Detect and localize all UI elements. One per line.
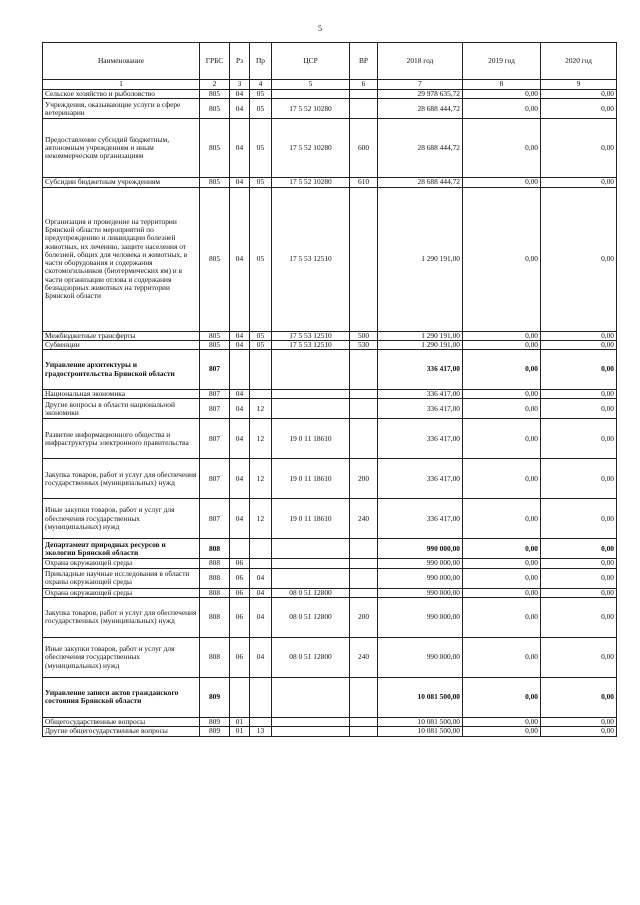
cell-name: Субвенции xyxy=(43,340,200,349)
cell-rz: 06 xyxy=(230,559,250,568)
cell-pr: 12 xyxy=(250,399,272,419)
header-rz: Рз xyxy=(230,43,250,80)
cell-pr: 05 xyxy=(250,331,272,340)
cell-name: Учреждения, оказывающие услуги в сфере ветеринарии xyxy=(43,99,200,119)
cell-pr: 12 xyxy=(250,419,272,459)
cell-pr: 05 xyxy=(250,178,272,187)
cell-csr xyxy=(272,350,350,390)
column-number-row xyxy=(43,80,617,90)
cell-2019: 0,00 xyxy=(463,727,541,736)
cell-2019: 0,00 xyxy=(463,99,541,119)
cell-vr xyxy=(350,539,378,559)
cell-pr: 04 xyxy=(250,568,272,588)
cell-2019: 0,00 xyxy=(463,419,541,459)
table-row xyxy=(43,119,617,178)
cell-vr: 500 xyxy=(350,331,378,340)
cell-csr xyxy=(272,677,350,717)
cell-rz: 04 xyxy=(230,419,250,459)
cell-grbs: 805 xyxy=(200,90,230,99)
cell-2020: 0,00 xyxy=(541,597,617,637)
cell-pr xyxy=(250,677,272,717)
table-row xyxy=(43,390,617,399)
cell-grbs: 805 xyxy=(200,340,230,349)
cell-csr: 19 0 11 18610 xyxy=(272,499,350,539)
cell-grbs: 807 xyxy=(200,499,230,539)
cell-2018: 336 417,00 xyxy=(378,390,463,399)
cell-2018: 10 081 500,00 xyxy=(378,727,463,736)
cell-vr xyxy=(350,588,378,597)
cell-rz: 04 xyxy=(230,399,250,419)
cell-pr: 05 xyxy=(250,187,272,331)
cell-2020: 0,00 xyxy=(541,637,617,677)
cell-name: Прикладные научные исследования в области охраны окружающей среды xyxy=(43,568,200,588)
cell-2019: 0,00 xyxy=(463,539,541,559)
cell-2019: 0,00 xyxy=(463,499,541,539)
cell-name: Межбюджетные трансферты xyxy=(43,331,200,340)
cell-2018: 336 417,00 xyxy=(378,419,463,459)
cell-pr xyxy=(250,539,272,559)
cell-2019: 0,00 xyxy=(463,187,541,331)
cell-csr: 17 5 53 12510 xyxy=(272,187,350,331)
cell-2020: 0,00 xyxy=(541,588,617,597)
cell-name: Другие вопросы в области национальной экономики xyxy=(43,399,200,419)
column-number: 1 xyxy=(43,80,200,90)
table-row xyxy=(43,331,617,340)
cell-csr: 17 5 52 10280 xyxy=(272,119,350,178)
table-row xyxy=(43,568,617,588)
cell-grbs: 809 xyxy=(200,727,230,736)
table-row xyxy=(43,419,617,459)
column-number: 4 xyxy=(250,80,272,90)
column-number: 5 xyxy=(272,80,350,90)
cell-2019: 0,00 xyxy=(463,340,541,349)
table-row xyxy=(43,677,617,717)
cell-2020: 0,00 xyxy=(541,499,617,539)
cell-csr xyxy=(272,727,350,736)
cell-2020: 0,00 xyxy=(541,677,617,717)
cell-vr xyxy=(350,350,378,390)
cell-2018: 10 081 500,00 xyxy=(378,717,463,726)
cell-pr: 04 xyxy=(250,637,272,677)
header-2018: 2018 год xyxy=(378,43,463,80)
table-row xyxy=(43,588,617,597)
column-number: 3 xyxy=(230,80,250,90)
cell-grbs: 807 xyxy=(200,350,230,390)
cell-grbs: 808 xyxy=(200,597,230,637)
cell-grbs: 805 xyxy=(200,178,230,187)
cell-csr: 08 0 51 12800 xyxy=(272,597,350,637)
cell-csr: 08 0 51 12800 xyxy=(272,588,350,597)
header-pr: Пр xyxy=(250,43,272,80)
cell-rz: 04 xyxy=(230,340,250,349)
cell-name: Общегосударственные вопросы xyxy=(43,717,200,726)
column-number: 2 xyxy=(200,80,230,90)
header-row xyxy=(43,43,617,80)
table-row xyxy=(43,727,617,736)
cell-vr: 240 xyxy=(350,499,378,539)
cell-rz: 04 xyxy=(230,390,250,399)
column-number: 8 xyxy=(463,80,541,90)
table-row xyxy=(43,99,617,119)
cell-csr: 17 5 52 10280 xyxy=(272,99,350,119)
cell-2018: 10 081 500,00 xyxy=(378,677,463,717)
cell-2018: 28 688 444,72 xyxy=(378,178,463,187)
cell-pr xyxy=(250,390,272,399)
cell-pr: 12 xyxy=(250,499,272,539)
cell-vr xyxy=(350,568,378,588)
cell-2019: 0,00 xyxy=(463,331,541,340)
cell-2020: 0,00 xyxy=(541,99,617,119)
cell-grbs: 805 xyxy=(200,331,230,340)
column-number: 7 xyxy=(378,80,463,90)
table-row xyxy=(43,597,617,637)
cell-rz xyxy=(230,539,250,559)
cell-2019: 0,00 xyxy=(463,390,541,399)
cell-name: Сельское хозяйство и рыболовство xyxy=(43,90,200,99)
cell-2019: 0,00 xyxy=(463,559,541,568)
cell-vr: 610 xyxy=(350,178,378,187)
cell-csr: 19 0 11 18610 xyxy=(272,459,350,499)
cell-2019: 0,00 xyxy=(463,597,541,637)
cell-name: Национальная экономика xyxy=(43,390,200,399)
cell-vr xyxy=(350,727,378,736)
cell-2020: 0,00 xyxy=(541,559,617,568)
cell-pr xyxy=(250,350,272,390)
cell-csr xyxy=(272,390,350,399)
header-vr: ВР xyxy=(350,43,378,80)
cell-vr xyxy=(350,399,378,419)
cell-2019: 0,00 xyxy=(463,90,541,99)
header-2019: 2019 год xyxy=(463,43,541,80)
cell-vr: 240 xyxy=(350,637,378,677)
cell-name: Иные закупки товаров, работ и услуг для обеспечения государственных (муниципальных) нужд xyxy=(43,499,200,539)
cell-grbs: 805 xyxy=(200,99,230,119)
cell-2018: 336 417,00 xyxy=(378,350,463,390)
cell-2018: 990 000,00 xyxy=(378,568,463,588)
cell-csr: 08 0 51 12800 xyxy=(272,637,350,677)
table-body xyxy=(43,90,617,737)
cell-name: Управление архитектуры и градостроительства Брянской области xyxy=(43,350,200,390)
cell-name: Закупка товаров, работ и услуг для обеспечения государственных (муниципальных) нужд xyxy=(43,459,200,499)
cell-csr xyxy=(272,568,350,588)
cell-csr xyxy=(272,559,350,568)
cell-2020: 0,00 xyxy=(541,331,617,340)
cell-csr: 17 5 53 12510 xyxy=(272,340,350,349)
cell-grbs: 809 xyxy=(200,717,230,726)
table-row xyxy=(43,459,617,499)
cell-csr: 17 5 53 12510 xyxy=(272,331,350,340)
cell-2020: 0,00 xyxy=(541,717,617,726)
table-row xyxy=(43,539,617,559)
cell-name: Другие общегосударственные вопросы xyxy=(43,727,200,736)
cell-2019: 0,00 xyxy=(463,588,541,597)
cell-csr xyxy=(272,399,350,419)
cell-2018: 1 290 191,00 xyxy=(378,340,463,349)
cell-pr: 05 xyxy=(250,119,272,178)
cell-rz: 01 xyxy=(230,717,250,726)
cell-rz: 04 xyxy=(230,459,250,499)
page-number: 5 xyxy=(318,24,322,33)
cell-pr xyxy=(250,559,272,568)
cell-name: Охрана окружающей среды xyxy=(43,559,200,568)
cell-grbs: 808 xyxy=(200,559,230,568)
cell-vr: 200 xyxy=(350,459,378,499)
cell-pr: 05 xyxy=(250,340,272,349)
cell-name: Субсидии бюджетным учреждениям xyxy=(43,178,200,187)
cell-name: Охрана окружающей среды xyxy=(43,588,200,597)
cell-2020: 0,00 xyxy=(541,187,617,331)
cell-rz: 04 xyxy=(230,178,250,187)
cell-grbs: 808 xyxy=(200,588,230,597)
cell-vr xyxy=(350,390,378,399)
header-name: Наименование xyxy=(43,43,200,80)
cell-2018: 1 290 191,00 xyxy=(378,331,463,340)
cell-grbs: 808 xyxy=(200,637,230,677)
cell-vr: 200 xyxy=(350,597,378,637)
cell-vr: 600 xyxy=(350,119,378,178)
cell-grbs: 807 xyxy=(200,419,230,459)
header-csr: ЦСР xyxy=(272,43,350,80)
cell-2019: 0,00 xyxy=(463,178,541,187)
cell-pr: 13 xyxy=(250,727,272,736)
cell-rz: 04 xyxy=(230,119,250,178)
table-row xyxy=(43,178,617,187)
cell-rz: 04 xyxy=(230,499,250,539)
cell-2018: 990 000,00 xyxy=(378,588,463,597)
cell-name: Организация и проведение на территории Брянской области мероприятий по предупреждению и ликвидации болезней животных, их лечению, защите населения от болезней, общих для человека и животных, в части оборудования и содержания скотомогильников (биотермических ям) и в части организации отлова и содержания безнадзорных животных на территории Брянской области xyxy=(43,187,200,331)
cell-grbs: 808 xyxy=(200,568,230,588)
table-row xyxy=(43,559,617,568)
cell-name: Закупка товаров, работ и услуг для обеспечения государственных (муниципальных) нужд xyxy=(43,597,200,637)
cell-2019: 0,00 xyxy=(463,459,541,499)
table-row xyxy=(43,637,617,677)
cell-rz: 01 xyxy=(230,727,250,736)
cell-rz: 04 xyxy=(230,331,250,340)
cell-2020: 0,00 xyxy=(541,90,617,99)
cell-2020: 0,00 xyxy=(541,727,617,736)
cell-name: Иные закупки товаров, работ и услуг для обеспечения государственных (муниципальных) нужд xyxy=(43,637,200,677)
cell-2018: 990 000,00 xyxy=(378,539,463,559)
table-header xyxy=(43,43,617,90)
table-row xyxy=(43,90,617,99)
cell-csr: 19 0 11 18610 xyxy=(272,419,350,459)
cell-vr xyxy=(350,90,378,99)
cell-grbs: 807 xyxy=(200,390,230,399)
header-grbs: ГРБС xyxy=(200,43,230,80)
header-2020: 2020 год xyxy=(541,43,617,80)
table-row xyxy=(43,350,617,390)
cell-2018: 1 290 191,00 xyxy=(378,187,463,331)
cell-csr xyxy=(272,90,350,99)
table-row xyxy=(43,717,617,726)
column-number: 9 xyxy=(541,80,617,90)
cell-2018: 28 688 444,72 xyxy=(378,99,463,119)
cell-rz: 04 xyxy=(230,90,250,99)
cell-2018: 990 000,00 xyxy=(378,597,463,637)
cell-vr: 530 xyxy=(350,340,378,349)
cell-2020: 0,00 xyxy=(541,399,617,419)
table-row xyxy=(43,499,617,539)
cell-rz xyxy=(230,677,250,717)
cell-2019: 0,00 xyxy=(463,677,541,717)
cell-rz: 06 xyxy=(230,597,250,637)
cell-2020: 0,00 xyxy=(541,568,617,588)
cell-rz: 04 xyxy=(230,187,250,331)
cell-2020: 0,00 xyxy=(541,390,617,399)
cell-name: Управление записи актов гражданского состояния Брянской области xyxy=(43,677,200,717)
cell-2020: 0,00 xyxy=(541,350,617,390)
cell-csr xyxy=(272,717,350,726)
cell-pr: 04 xyxy=(250,597,272,637)
table-row xyxy=(43,187,617,331)
cell-2020: 0,00 xyxy=(541,178,617,187)
cell-name: Развитие информационного общества и инфраструктуры электронного правительства xyxy=(43,419,200,459)
cell-csr xyxy=(272,539,350,559)
cell-vr xyxy=(350,99,378,119)
table-row xyxy=(43,340,617,349)
cell-pr: 12 xyxy=(250,459,272,499)
cell-2019: 0,00 xyxy=(463,350,541,390)
cell-2018: 29 978 635,72 xyxy=(378,90,463,99)
cell-2019: 0,00 xyxy=(463,119,541,178)
cell-2019: 0,00 xyxy=(463,568,541,588)
cell-rz: 06 xyxy=(230,637,250,677)
budget-table xyxy=(42,42,617,737)
cell-pr: 05 xyxy=(250,99,272,119)
cell-2019: 0,00 xyxy=(463,399,541,419)
cell-grbs: 809 xyxy=(200,677,230,717)
cell-2018: 990 000,00 xyxy=(378,637,463,677)
cell-vr xyxy=(350,559,378,568)
cell-rz xyxy=(230,350,250,390)
cell-2018: 990 000,00 xyxy=(378,559,463,568)
cell-2020: 0,00 xyxy=(541,539,617,559)
cell-2019: 0,00 xyxy=(463,637,541,677)
cell-grbs: 805 xyxy=(200,187,230,331)
cell-pr: 05 xyxy=(250,90,272,99)
cell-vr xyxy=(350,677,378,717)
table-row xyxy=(43,399,617,419)
cell-name: Предоставление субсидий бюджетным, автономным учреждениям и иным некоммерческим организациям xyxy=(43,119,200,178)
cell-grbs: 807 xyxy=(200,399,230,419)
cell-2020: 0,00 xyxy=(541,340,617,349)
cell-2018: 336 417,00 xyxy=(378,499,463,539)
cell-pr: 04 xyxy=(250,588,272,597)
cell-grbs: 805 xyxy=(200,119,230,178)
cell-rz: 04 xyxy=(230,99,250,119)
cell-rz: 06 xyxy=(230,588,250,597)
cell-2019: 0,00 xyxy=(463,717,541,726)
cell-vr xyxy=(350,419,378,459)
cell-2020: 0,00 xyxy=(541,419,617,459)
cell-2018: 336 417,00 xyxy=(378,399,463,419)
cell-csr: 17 5 52 10280 xyxy=(272,178,350,187)
cell-vr xyxy=(350,187,378,331)
cell-pr xyxy=(250,717,272,726)
cell-2018: 336 417,00 xyxy=(378,459,463,499)
cell-grbs: 808 xyxy=(200,539,230,559)
cell-grbs: 807 xyxy=(200,459,230,499)
cell-rz: 06 xyxy=(230,568,250,588)
cell-2018: 28 688 444,72 xyxy=(378,119,463,178)
cell-name: Департамент природных ресурсов и экологии Брянской области xyxy=(43,539,200,559)
cell-vr xyxy=(350,717,378,726)
cell-2020: 0,00 xyxy=(541,459,617,499)
cell-2020: 0,00 xyxy=(541,119,617,178)
column-number: 6 xyxy=(350,80,378,90)
